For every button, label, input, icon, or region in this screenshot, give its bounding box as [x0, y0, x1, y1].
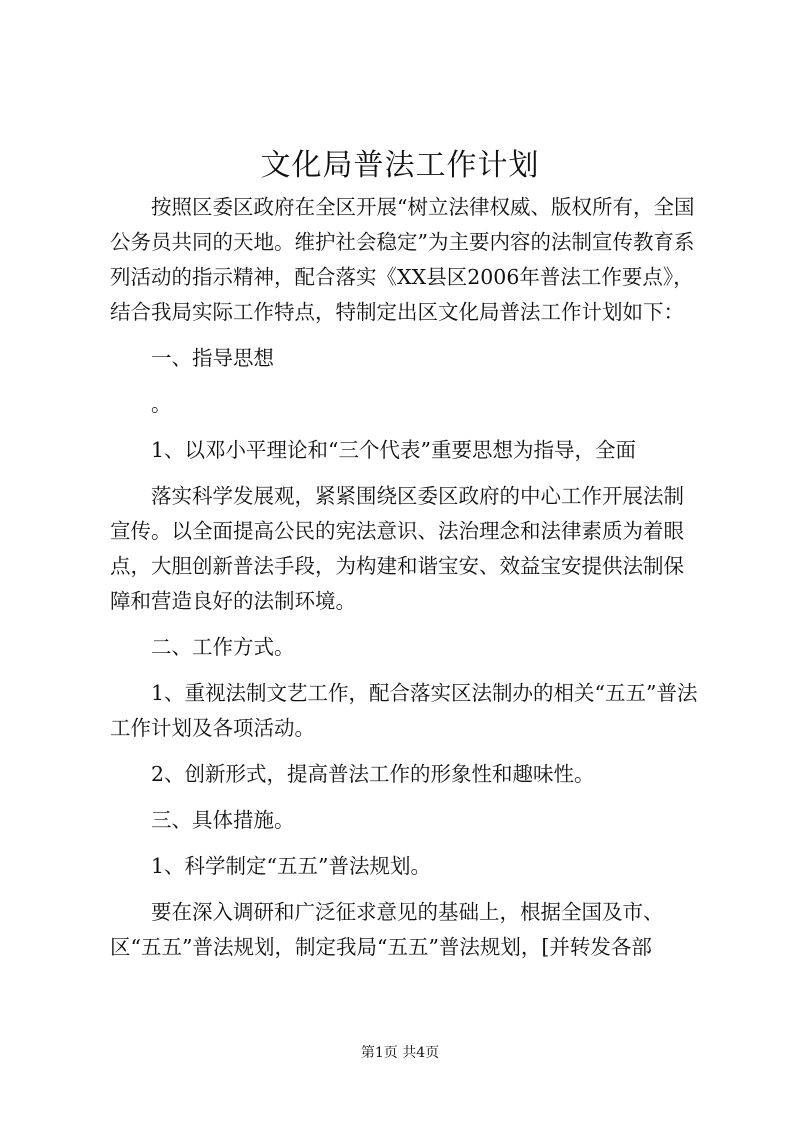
paragraph-guidance-2: 落实科学发展观，紧紧围绕区委区政府的中心工作开展法制宣传。以全面提高公民的宪法意识、法治理念和法律素质为着眼点，大胆创新普法手段，为构建和谐宝安、效益宝安提供法制保障和营造良好的法制环境。 [110, 484, 684, 613]
document-body [110, 190, 700, 976]
heading-measures: 三、具体措施。 [151, 808, 295, 832]
paragraph-measure-detail: 要在深入调研和广泛征求意见的基础上，根据全国及市、区“五五”普法规划，制定我局“五五”普法规划，[并转发各部 [110, 900, 664, 959]
heading-guiding-thought: 一、指导思想 [151, 346, 274, 370]
document-title: 文化局普法工作计划 [260, 148, 540, 183]
paragraph-measure-1: 1、科学制定“五五”普法规划。 [151, 854, 432, 878]
paragraph-method-2: 2、创新形式，提高普法工作的形象性和趣味性。 [151, 762, 595, 786]
paragraph-intro: 按照区委区政府在全区开展“树立法律权威、版权所有，全国公务员共同的天地。维护社会稳定”为主要内容的法制宣传教育系列活动的指示精神，配合落实《XX县区2006年普法工作要点》，结合我局实际工作特点，特制定出区文化局普法工作计划如下： [110, 195, 695, 324]
paragraph-period: 。 [151, 392, 172, 416]
paragraph-guidance-1: 1、以邓小平理论和“三个代表”重要思想为指导，全面 [151, 438, 637, 462]
heading-work-method: 二、工作方式。 [151, 635, 295, 659]
page-number-footer: 第1页 共4页 [360, 1045, 440, 1061]
paragraph-method-1: 1、重视法制文艺工作，配合落实区法制办的相关“五五”普法工作计划及各项活动。 [110, 681, 698, 740]
